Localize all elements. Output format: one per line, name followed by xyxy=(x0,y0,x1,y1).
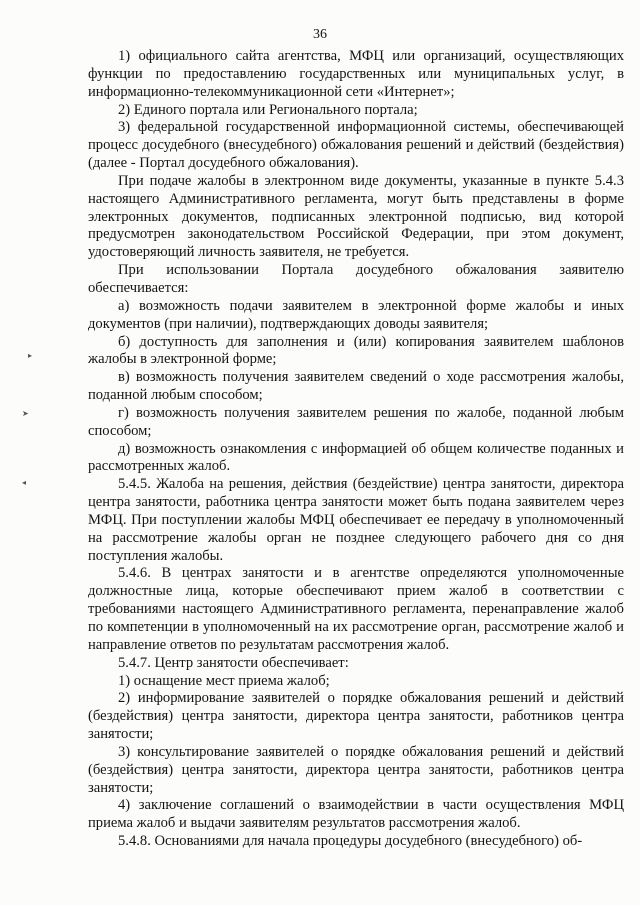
paragraph: 5.4.7. Центр занятости обеспечивает: xyxy=(118,654,349,671)
paragraph: г) возможность получения заявителем решения по жалобе, поданной любым способом; xyxy=(88,404,624,439)
paragraph: а) возможность подачи заявителем в электронной форме жалобы и иных документов (при наличии), подтверждающих доводы заявителя; xyxy=(88,297,624,332)
paragraph: 1) оснащение мест приема жалоб; xyxy=(118,672,330,689)
paragraph: в) возможность получения заявителем сведений о ходе рассмотрения жалобы, поданной любым способом; xyxy=(88,369,624,404)
margin-mark: ➤ xyxy=(22,409,29,418)
paragraph: 2) информирование заявителей о порядке обжалования решений и действий (бездействия) центра занятости, директора центра занятости, работников центра занятости; xyxy=(88,690,624,743)
paragraph: 3) федеральной государственной информационной системы, обеспечивающей процесс досудебного (внесудебного) обжалования решений и действий (бездействия) (далее - Портал досудебного обжалования). xyxy=(88,119,624,172)
paragraph: 3) консультирование заявителей о порядке обжалования решений и действий (бездействия) центра занятости, директора центра занятости, работников центра занятости; xyxy=(88,743,624,796)
paragraph: б) доступность для заполнения и (или) копирования заявителем шаблонов жалобы в электронной форме; xyxy=(88,333,624,368)
paragraph: 5.4.5. Жалоба на решения, действия (бездействие) центра занятости, директора центра занятости, работника центра занятости может быть подана заявителем через МФЦ. При поступлении жалобы МФЦ обеспечивает ее передачу в уполномоченный на рассмотрение жалобы орган не позднее следующего рабочего дня со дня поступления жалобы. xyxy=(88,476,624,564)
paragraph: 5.4.8. Основаниями для начала процедуры досудебного (внесудебного) об- xyxy=(118,833,583,850)
paragraph: 1) официального сайта агентства, МФЦ или организаций, осуществляющих функции по предоставлению государственных или муниципальных услуг, в информационно-телекоммуникационной сети «Интернет»; xyxy=(88,48,624,100)
paragraph: д) возможность ознакомления с информацией об общем количестве поданных и рассмотренных жалоб. xyxy=(88,440,624,475)
margin-mark: ◂ xyxy=(22,478,27,487)
paragraph: 5.4.6. В центрах занятости и в агентстве определяются уполномоченные должностные лица, которые обеспечивают прием жалоб в соответствии с требованиями настоящего Административного регламента, перенаправление жалоб по компетенции в уполномоченный на их рассмотрение орган, рассмотрение жалоб и направление ответов по результатам рассмотрения жалоб. xyxy=(88,565,624,653)
paragraph: При подаче жалобы в электронном виде документы, указанные в пункте 5.4.3 настоящего Административного регламента, могут быть представлены в форме электронных документов, подписанных электронной подписью, вид которой предусмотрен законодательством Российской Федерации, при этом документ, удостоверяющий личность заявителя, не требуется. xyxy=(88,172,624,261)
margin-mark: ▸ xyxy=(28,351,33,360)
document-body xyxy=(88,48,624,851)
paragraph: 4) заключение соглашений о взаимодействии в части осуществления МФЦ приема жалоб и выдачи заявителям результатов рассмотрения жалоб. xyxy=(88,797,624,832)
paragraph: При использовании Портала досудебного обжалования заявителю обеспечивается: xyxy=(88,262,624,296)
page-number: 36 xyxy=(313,27,327,42)
paragraph: 2) Единого портала или Регионального портала; xyxy=(118,101,418,118)
